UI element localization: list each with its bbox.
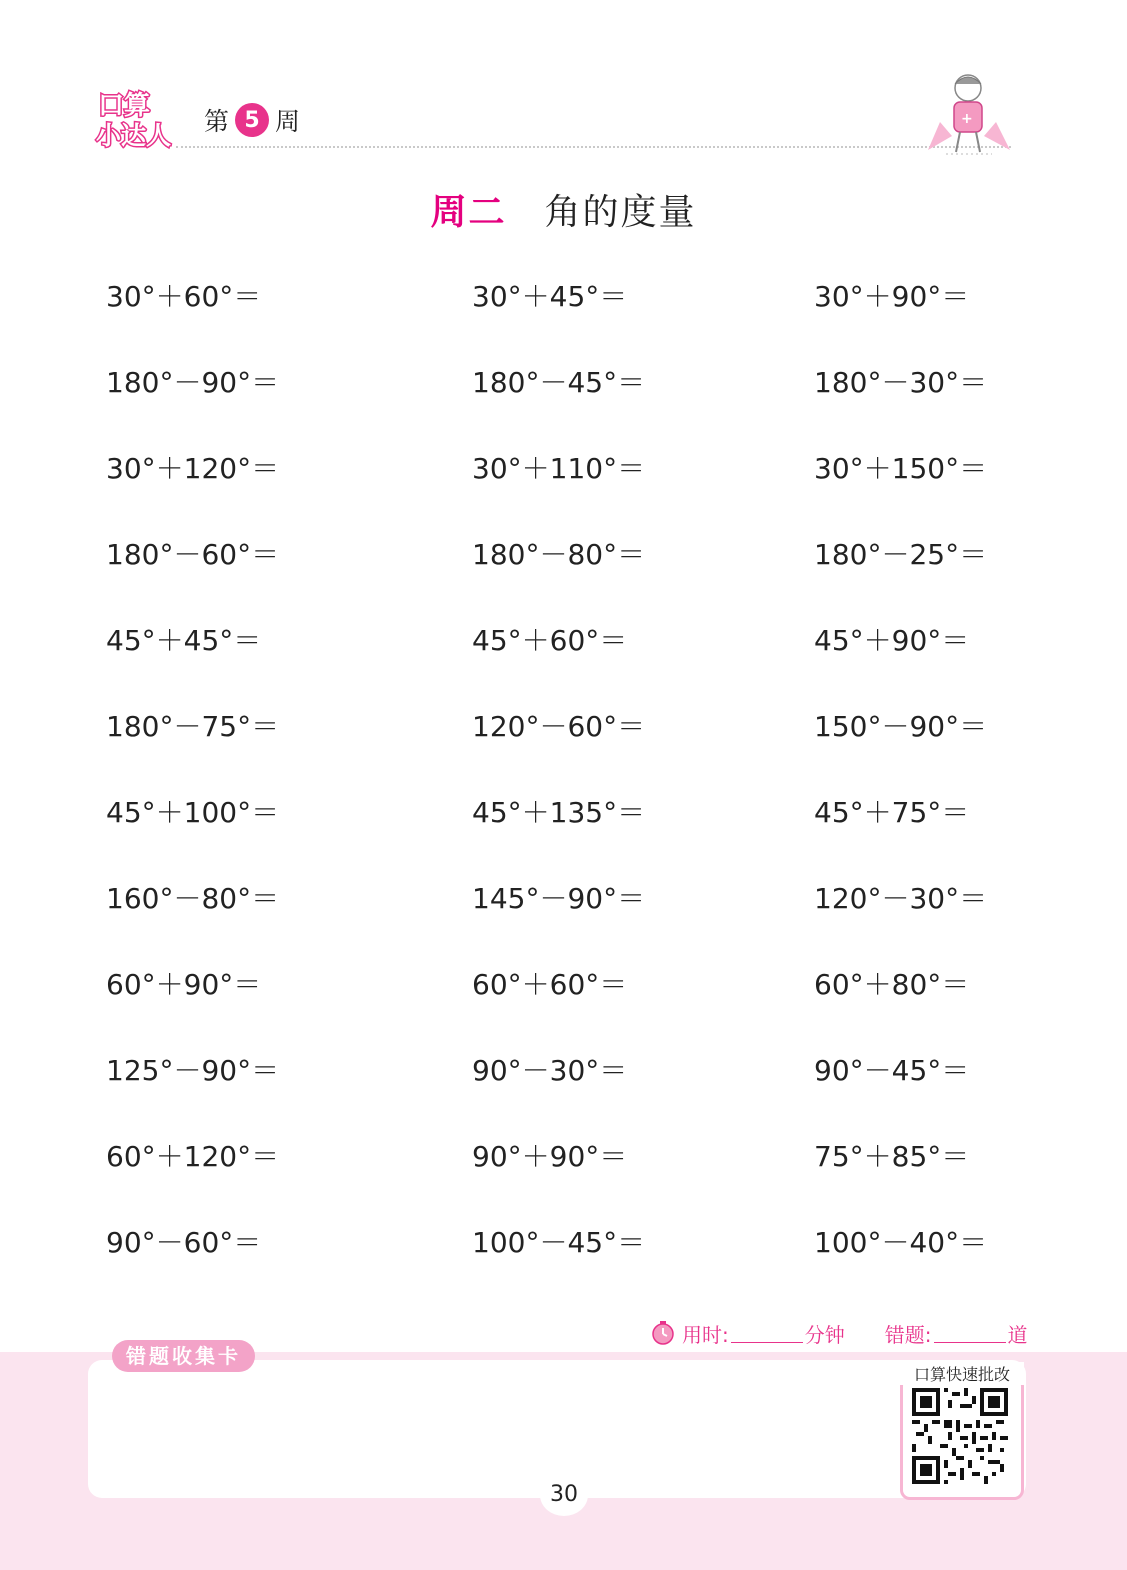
time-unit: 分钟 <box>804 1322 845 1347</box>
time-blank[interactable] <box>731 1324 803 1343</box>
problem-row <box>0 275 1127 361</box>
svg-text:+: + <box>961 111 973 127</box>
problem: 45°＋135°＝ <box>472 796 646 829</box>
problem: 90°－45°＝ <box>814 1054 970 1087</box>
problem: 45°＋100°＝ <box>106 796 280 829</box>
problem: 30°＋120°＝ <box>106 452 280 485</box>
problem: 60°＋80°＝ <box>814 968 970 1001</box>
problem-row <box>0 447 1127 533</box>
week-number-badge: 5 <box>235 103 269 137</box>
header-divider <box>176 146 1011 148</box>
problem: 30°＋90°＝ <box>814 280 970 313</box>
problem: 120°－60°＝ <box>472 710 646 743</box>
problem: 120°－30°＝ <box>814 882 988 915</box>
problem: 45°＋75°＝ <box>814 796 970 829</box>
problem: 45°＋60°＝ <box>472 624 628 657</box>
problem: 180°－80°＝ <box>472 538 646 571</box>
problem: 180°－90°＝ <box>106 366 280 399</box>
problem: 45°＋90°＝ <box>814 624 970 657</box>
qr-caption: 口算快速批改 <box>900 1362 1024 1385</box>
problem: 30°＋60°＝ <box>106 280 262 313</box>
week-suffix: 周 <box>275 107 301 136</box>
problem-grid <box>0 275 1127 1307</box>
problem: 145°－90°＝ <box>472 882 646 915</box>
problem: 180°－60°＝ <box>106 538 280 571</box>
problem: 180°－75°＝ <box>106 710 280 743</box>
problem-row <box>0 963 1127 1049</box>
page-number: 30 <box>550 1482 578 1507</box>
title-day: 周二 <box>430 192 507 233</box>
week-prefix: 第 <box>204 107 230 136</box>
problem: 90°－30°＝ <box>472 1054 628 1087</box>
problem: 180°－45°＝ <box>472 366 646 399</box>
problem: 160°－80°＝ <box>106 882 280 915</box>
time-label: 用时: <box>682 1322 729 1347</box>
problem: 125°－90°＝ <box>106 1054 280 1087</box>
problem-row <box>0 619 1127 705</box>
problem: 75°＋85°＝ <box>814 1140 970 1173</box>
qr-code-icon[interactable] <box>912 1388 1008 1484</box>
problem-row <box>0 1049 1127 1135</box>
problem: 60°＋120°＝ <box>106 1140 280 1173</box>
problem: 30°＋45°＝ <box>472 280 628 313</box>
errors-unit: 道 <box>1007 1322 1028 1347</box>
problem: 180°－25°＝ <box>814 538 988 571</box>
problem-row <box>0 791 1127 877</box>
problem: 90°＋90°＝ <box>472 1140 628 1173</box>
logo-icon <box>94 86 180 150</box>
stopwatch-icon <box>650 1320 676 1346</box>
error-collection-label: 错题收集卡 <box>112 1340 255 1372</box>
week-indicator <box>204 100 300 140</box>
errors-label: 错题: <box>884 1322 932 1347</box>
logo-line1: 口算 <box>98 91 151 121</box>
problem: 60°＋60°＝ <box>472 968 628 1001</box>
errors-blank[interactable] <box>934 1324 1006 1343</box>
problem: 150°－90°＝ <box>814 710 988 743</box>
problem-row <box>0 705 1127 791</box>
problem-row <box>0 361 1127 447</box>
problem: 60°＋90°＝ <box>106 968 262 1001</box>
mascot-icon <box>922 70 1014 160</box>
problem: 30°＋110°＝ <box>472 452 646 485</box>
problem-row <box>0 1221 1127 1307</box>
logo-line2: 小达人 <box>96 121 172 150</box>
problem-row <box>0 877 1127 963</box>
timer-line <box>650 1316 1028 1350</box>
problem-row <box>0 533 1127 619</box>
problem: 100°－45°＝ <box>472 1226 646 1259</box>
problem: 90°－60°＝ <box>106 1226 262 1259</box>
title-topic: 角的度量 <box>544 192 697 233</box>
problem-row <box>0 1135 1127 1221</box>
problem: 100°－40°＝ <box>814 1226 988 1259</box>
problem: 180°－30°＝ <box>814 366 988 399</box>
problem: 30°＋150°＝ <box>814 452 988 485</box>
problem: 45°＋45°＝ <box>106 624 262 657</box>
page-title <box>0 184 1127 235</box>
